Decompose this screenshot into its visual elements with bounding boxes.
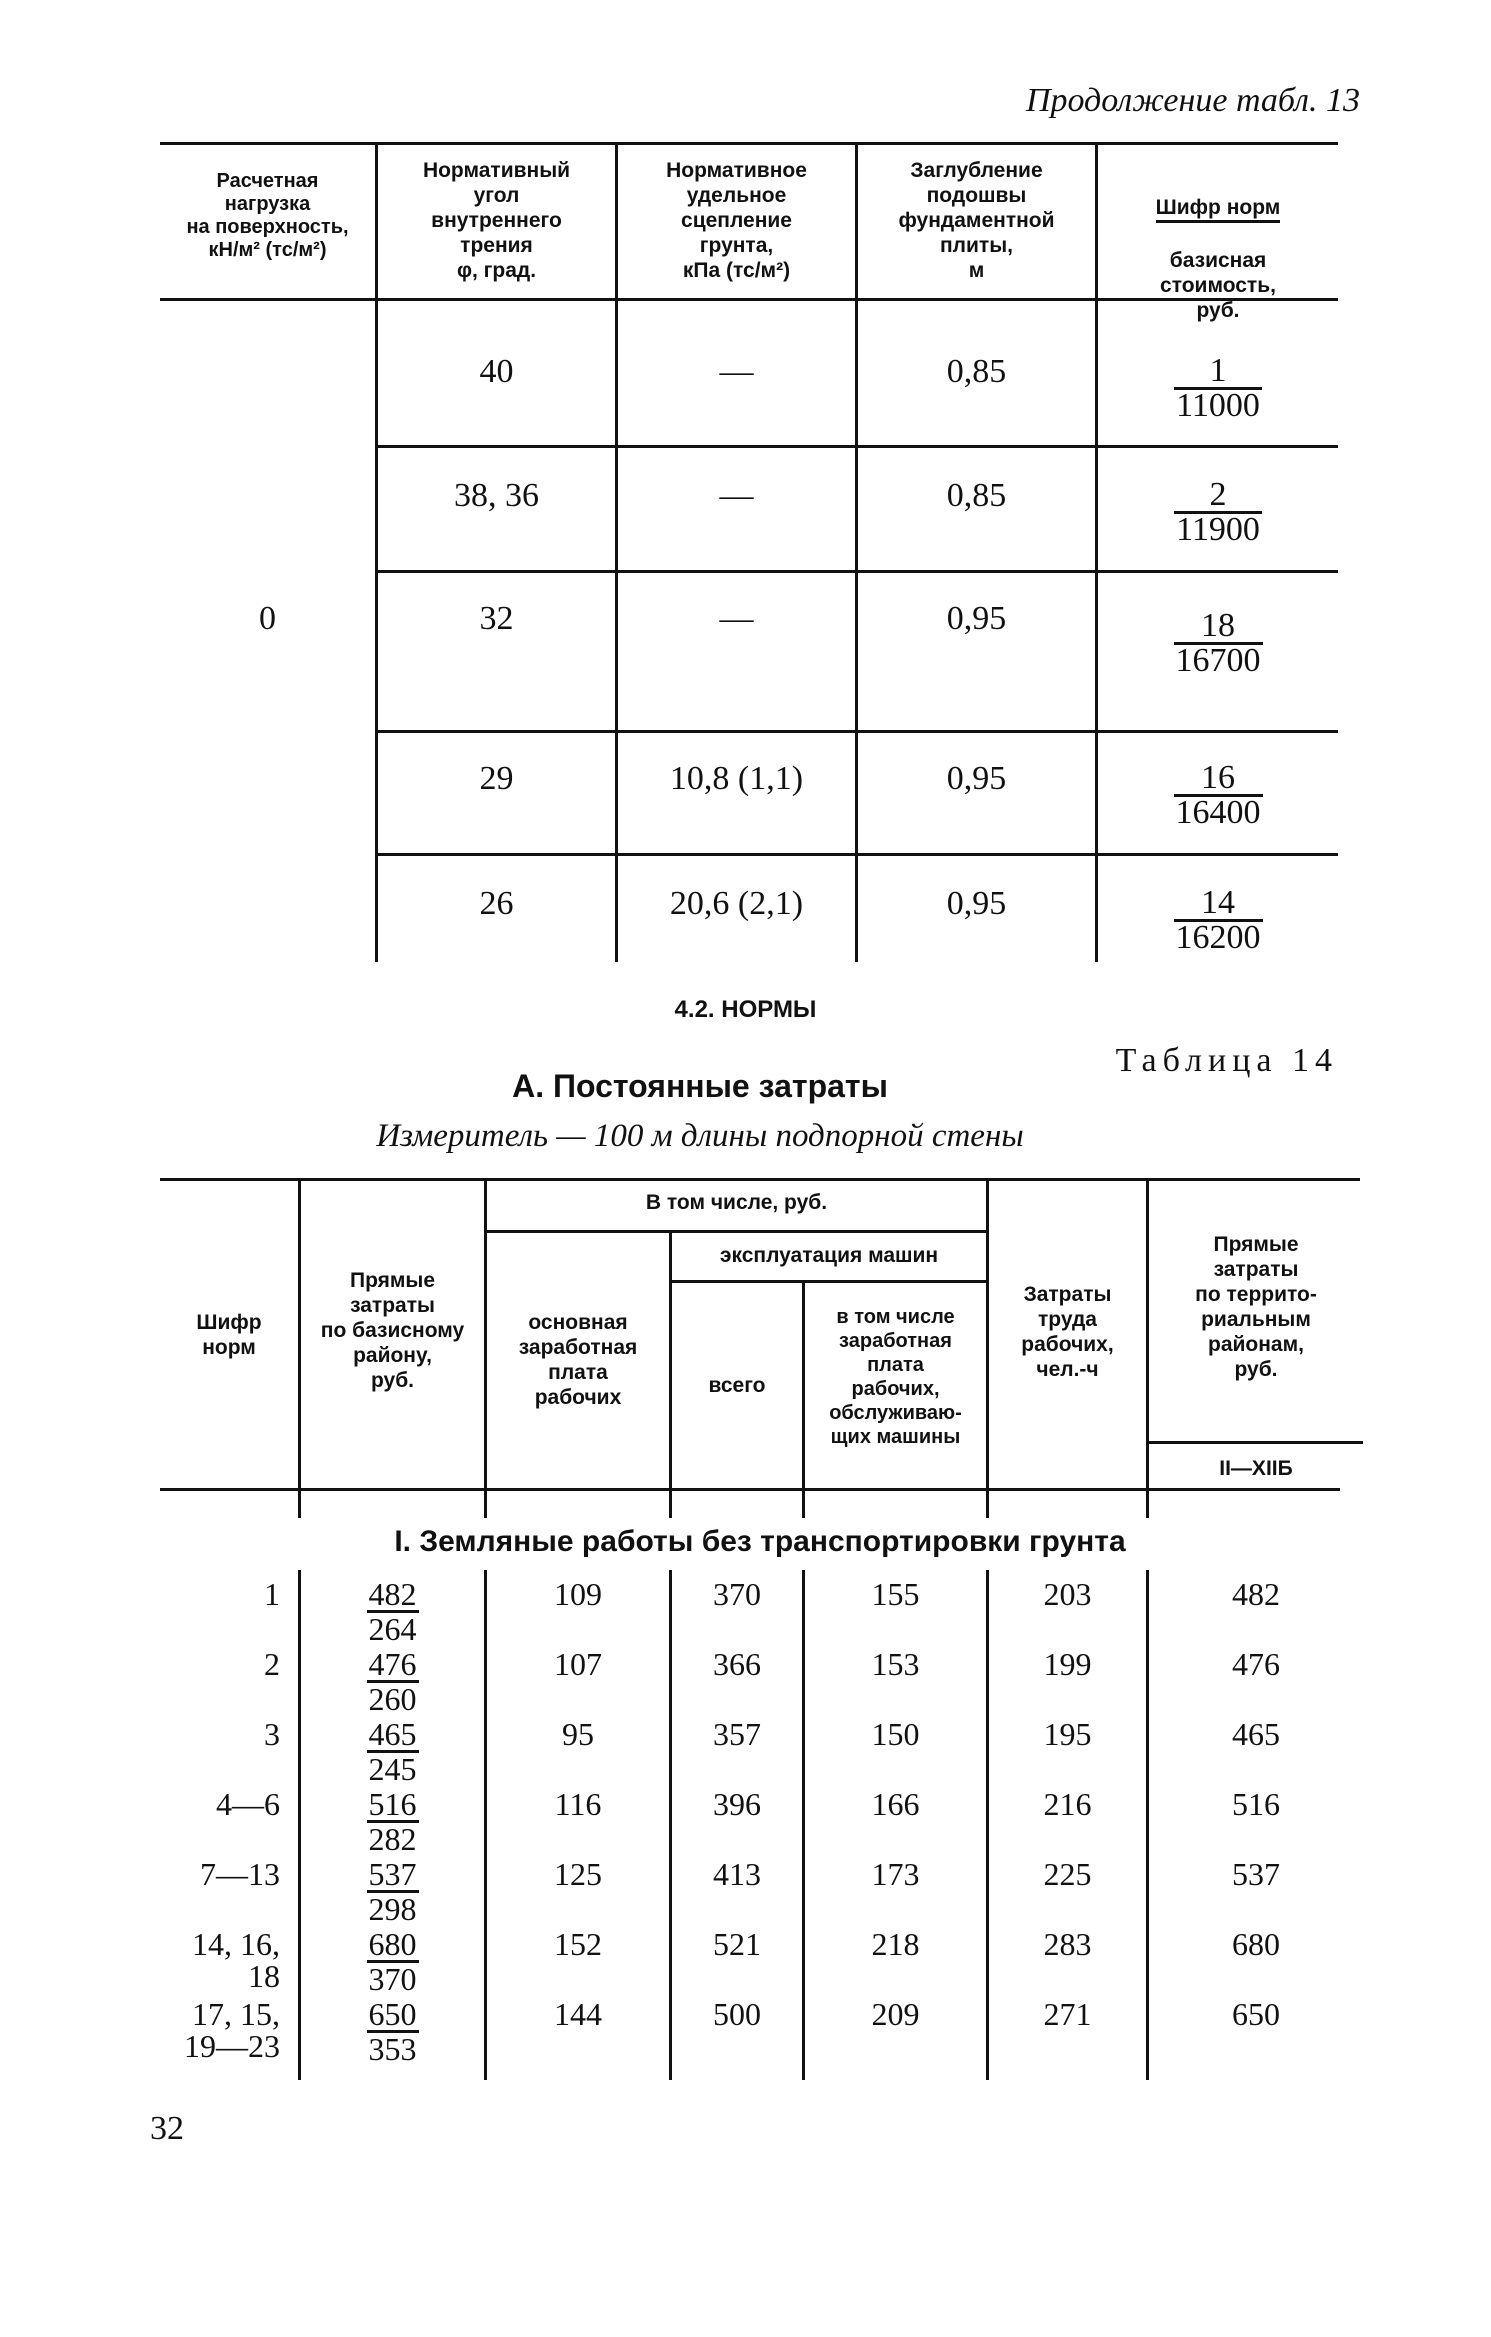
t14-row-machines: 500 [713, 1996, 761, 2032]
t13-r5-code [1098, 884, 1338, 957]
t14-row-wage: 152 [554, 1926, 602, 1962]
t14-row-direct-value: 537 [368, 1856, 417, 1892]
h14-machine-wage: в том числе заработная плата рабочих, обслуживаю- щих машины [829, 1306, 962, 1448]
t14-row-regional: 476 [1232, 1646, 1280, 1682]
t13-r5-angle: 26 [479, 885, 514, 922]
h14-wage: основная заработная плата рабочих [518, 1311, 638, 1409]
t14-row-code: 1 [264, 1576, 280, 1612]
t14-row-direct-value: 516 [368, 1786, 417, 1822]
t14-row-machines: 366 [713, 1646, 761, 1682]
t14-row-code: 2 [264, 1646, 280, 1682]
t14-row-machine-wage: 153 [871, 1646, 920, 1682]
load-value: 0 [259, 600, 276, 637]
t14-row-labor: 203 [1043, 1576, 1092, 1612]
t14-row-direct [301, 1858, 484, 1928]
t14-row-regional: 516 [1232, 1786, 1280, 1822]
h14-region: II—XIIБ [1219, 1457, 1293, 1480]
header-norm-code-bottom: базисная стоимость, руб. [1160, 249, 1276, 322]
t14-row-code: 17, 15, 19—23 [184, 1996, 280, 2064]
header-load: Расчетная нагрузка на поверхность, кН/м² (тс/м²) [186, 170, 349, 261]
t14-row-direct [301, 1718, 484, 1788]
t14-row-direct-sub: 353 [368, 2031, 417, 2067]
t14-row-regional: 537 [1232, 1856, 1280, 1892]
t14-row-machine-wage: 150 [871, 1716, 920, 1752]
h14-labor: Затраты труда рабочих, чел.-ч [1021, 1283, 1114, 1381]
t14-row-direct-value: 680 [368, 1926, 417, 1962]
t13-r4-depth: 0,95 [946, 760, 1007, 797]
section-title: I. Земляные работы без транспортировки грунта [350, 1525, 1170, 1559]
t14-row-regional: 650 [1232, 1996, 1280, 2032]
t14-row-machines: 396 [713, 1786, 761, 1822]
t14-row-wage: 144 [554, 1996, 602, 2032]
t13-r4-code [1098, 759, 1338, 832]
continuation-label: Продолжение табл. 13 [1025, 82, 1360, 119]
t14-row-wage: 107 [554, 1646, 602, 1682]
header-cohesion: Нормативное удельное сцепление грунта, кПа (тс/м²) [666, 159, 807, 282]
t13-r3-depth: 0,95 [946, 600, 1007, 637]
t14-row-direct-value: 465 [368, 1716, 417, 1752]
t14-row-code: 7—13 [200, 1856, 280, 1892]
t14-row-direct [301, 1788, 484, 1858]
header-norm-code [1098, 170, 1338, 323]
t14-row-labor: 271 [1043, 1996, 1092, 2032]
t14-row-wage: 109 [554, 1576, 602, 1612]
header-norm-code-top: Шифр норм [1156, 196, 1281, 223]
t14-row-labor: 216 [1043, 1786, 1092, 1822]
t14-row-labor: 199 [1043, 1646, 1092, 1682]
h14-regional: Прямые затраты по террито- риальным районам, руб. [1195, 1233, 1317, 1381]
t13-r2-code-num: 2 [1174, 479, 1262, 514]
h14-direct: Прямые затраты по базисному району, руб. [320, 1269, 465, 1392]
t14-row-direct-sub: 298 [368, 1891, 417, 1927]
t14-row-direct [301, 1998, 484, 2068]
t14-row-regional: 680 [1232, 1926, 1280, 1962]
t14-row-regional: 465 [1232, 1716, 1280, 1752]
measure-caption: Измеритель — 100 м длины подпорной стены [376, 1118, 1024, 1154]
t13-r1-cost: 11000 [1176, 387, 1260, 424]
t13-r4-code-num: 16 [1174, 762, 1263, 797]
t14-row-wage: 116 [554, 1786, 602, 1822]
t13-r4-cohesion: 10,8 (1,1) [669, 760, 804, 797]
t13-r5-code-num: 14 [1174, 887, 1263, 922]
t13-r3-angle: 32 [479, 600, 514, 637]
section-heading: 4.2. НОРМЫ [674, 996, 817, 1023]
t14-row-labor: 225 [1043, 1856, 1092, 1892]
t13-r1-depth: 0,85 [946, 353, 1007, 390]
t14-row-direct-sub: 260 [368, 1681, 417, 1717]
t14-row-machine-wage: 218 [871, 1926, 920, 1962]
t14-row-direct [301, 1928, 484, 1998]
t13-r3-cohesion: — [719, 600, 754, 637]
t14-row-direct-sub: 282 [368, 1821, 417, 1857]
t14-row-code: 3 [264, 1716, 280, 1752]
t13-r2-angle: 38, 36 [454, 477, 539, 514]
t14-row-wage: 125 [554, 1856, 602, 1892]
h14-machines: эксплуатация машин [719, 1244, 939, 1267]
t14-row-machine-wage: 173 [871, 1856, 920, 1892]
t13-r1-angle: 40 [479, 353, 514, 390]
h14-code: Шифр норм [196, 1311, 262, 1359]
t14-row-machine-wage: 166 [871, 1786, 920, 1822]
t13-r4-angle: 29 [479, 760, 514, 797]
page-number: 32 [150, 2110, 184, 2147]
t13-r2-cost: 11900 [1176, 511, 1260, 548]
t14-row-machine-wage: 209 [871, 1996, 920, 2032]
t13-r5-depth: 0,95 [946, 885, 1007, 922]
t14-row-direct-value: 482 [368, 1576, 417, 1612]
t13-r1-code [1098, 352, 1338, 425]
t14-row-direct-sub: 264 [368, 1611, 417, 1647]
t13-r5-cost: 16200 [1175, 919, 1261, 956]
t14-row-direct [301, 1578, 484, 1648]
t14-row-regional: 482 [1232, 1576, 1280, 1612]
h14-total: всего [708, 1374, 766, 1397]
t13-r3-cost: 16700 [1175, 642, 1261, 679]
t14-row-code: 4—6 [216, 1786, 280, 1822]
t14-row-machines: 521 [713, 1926, 761, 1962]
t14-row-direct-value: 650 [368, 1996, 417, 2032]
t14-row-direct-sub: 370 [368, 1961, 417, 1997]
t14-row-direct-value: 476 [368, 1646, 417, 1682]
t13-r5-cohesion: 20,6 (2,1) [669, 885, 804, 922]
t14-row-labor: 195 [1043, 1716, 1092, 1752]
t13-r1-code-num: 1 [1174, 355, 1262, 390]
t14-row-machines: 357 [713, 1716, 761, 1752]
t14-row-direct [301, 1648, 484, 1718]
t13-r3-code-num: 18 [1174, 610, 1263, 645]
t13-r4-cost: 16400 [1175, 794, 1261, 831]
t13-r1-cohesion: — [719, 353, 754, 390]
t14-row-wage: 95 [562, 1716, 594, 1752]
t14-row-machine-wage: 155 [871, 1576, 920, 1612]
header-depth: Заглубление подошвы фундаментной плиты, м [898, 159, 1055, 282]
t13-r2-code [1098, 476, 1338, 549]
t13-r2-cohesion: — [719, 477, 754, 514]
t13-r2-depth: 0,85 [946, 477, 1007, 514]
subheading: А. Постоянные затраты [512, 1068, 888, 1104]
t14-row-machines: 413 [713, 1856, 761, 1892]
h14-incl: В том числе, руб. [645, 1191, 828, 1214]
header-friction-angle: Нормативный угол внутреннего трения φ, град. [422, 159, 571, 282]
table-label: Таблица 14 [1115, 1042, 1338, 1079]
t13-r3-code [1098, 607, 1338, 680]
t14-row-machines: 370 [713, 1576, 761, 1612]
t14-row-direct-sub: 245 [368, 1751, 417, 1787]
t14-row-labor: 283 [1043, 1926, 1092, 1962]
t14-row-code: 14, 16, 18 [192, 1926, 280, 1994]
